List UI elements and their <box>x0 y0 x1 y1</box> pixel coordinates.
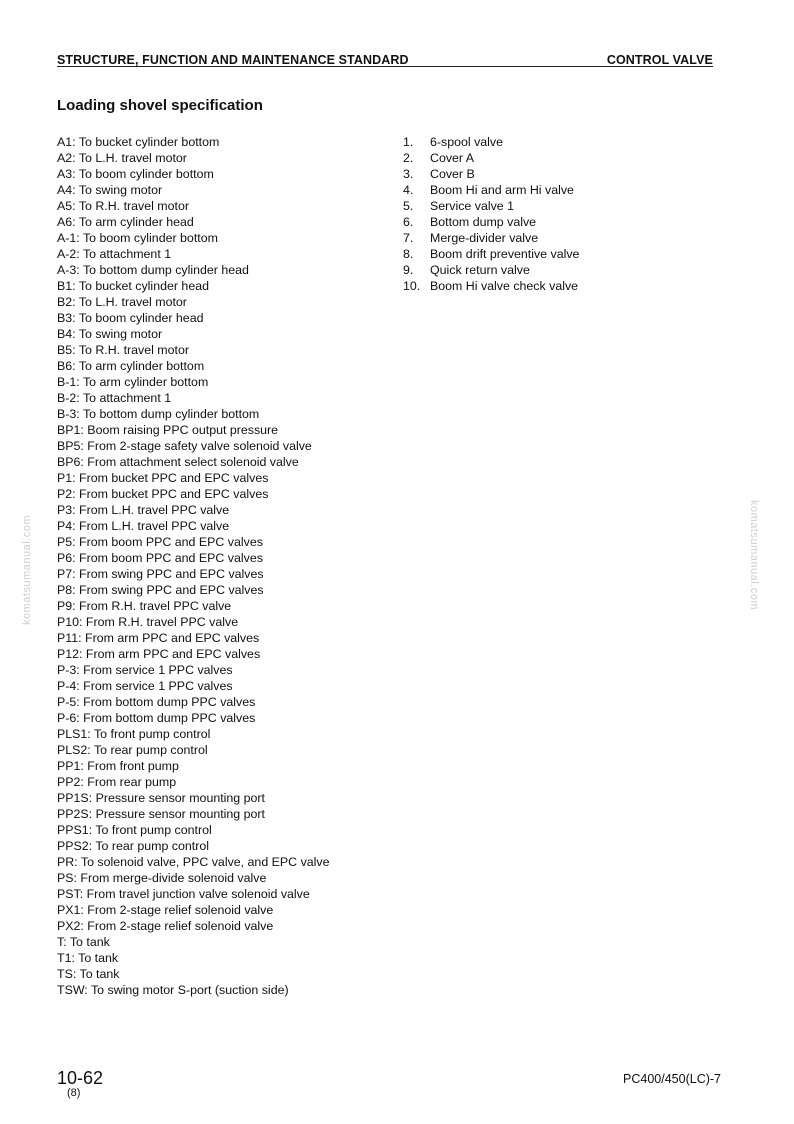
parts-list-item <box>403 134 723 150</box>
parts-list-item <box>403 182 723 198</box>
port-list-item: P1: From bucket PPC and EPC valves <box>57 471 269 485</box>
port-list-item: PX2: From 2-stage relief solenoid valve <box>57 919 274 933</box>
part-label: Bottom dump valve <box>430 215 537 229</box>
model-label: PC400/450(LC)-7 <box>623 1072 721 1086</box>
port-list-item: A4: To swing motor <box>57 183 163 197</box>
watermark-left: komatsumanual.com <box>21 515 33 625</box>
part-number: 10. <box>403 279 421 293</box>
port-list-item: P6: From boom PPC and EPC valves <box>57 551 263 565</box>
port-list-item: BP6: From attachment select solenoid valve <box>57 455 299 469</box>
port-list-item: TSW: To swing motor S-port (suction side) <box>57 983 289 997</box>
port-list-item: PLS1: To front pump control <box>57 727 211 741</box>
port-list-item: A2: To L.H. travel motor <box>57 151 187 165</box>
port-list-item: B5: To R.H. travel motor <box>57 343 189 357</box>
part-number: 9. <box>403 263 414 277</box>
part-label: Quick return valve <box>430 263 530 277</box>
port-list-item: A5: To R.H. travel motor <box>57 199 189 213</box>
part-number: 8. <box>403 247 414 261</box>
parts-list-item <box>403 166 723 182</box>
port-list-item: P4: From L.H. travel PPC valve <box>57 519 230 533</box>
port-list-item: TS: To tank <box>57 967 120 981</box>
port-list-item: P9: From R.H. travel PPC valve <box>57 599 232 613</box>
port-list-item: A6: To arm cylinder head <box>57 215 194 229</box>
part-number: 5. <box>403 199 414 213</box>
part-number: 7. <box>403 231 414 245</box>
part-label: Merge-divider valve <box>430 231 539 245</box>
watermark-right: komatsumanual.com <box>748 500 760 610</box>
part-label: Boom Hi and arm Hi valve <box>430 183 574 197</box>
port-list-item: A-3: To bottom dump cylinder head <box>57 263 249 277</box>
port-list-item: PP2: From rear pump <box>57 775 177 789</box>
port-list-item: B3: To boom cylinder head <box>57 311 204 325</box>
parts-list-item <box>403 230 723 246</box>
parts-list-item <box>403 262 723 278</box>
port-list-item: T1: To tank <box>57 951 119 965</box>
port-list-item: T: To tank <box>57 935 110 949</box>
port-list-item: B1: To bucket cylinder head <box>57 279 209 293</box>
port-list-item: B-3: To bottom dump cylinder bottom <box>57 407 260 421</box>
port-list-item: P-5: From bottom dump PPC valves <box>57 695 256 709</box>
part-label: Cover A <box>430 151 475 165</box>
port-list-item: B-2: To attachment 1 <box>57 391 172 405</box>
port-list-item: P12: From arm PPC and EPC valves <box>57 647 261 661</box>
part-label: Cover B <box>430 167 475 181</box>
part-label: Boom drift preventive valve <box>430 247 580 261</box>
port-list-item: P-4: From service 1 PPC valves <box>57 679 233 693</box>
port-list-item: B6: To arm cylinder bottom <box>57 359 205 373</box>
port-list <box>57 134 387 998</box>
parts-list-item <box>403 278 723 294</box>
port-list-item: P5: From boom PPC and EPC valves <box>57 535 263 549</box>
port-list-item: PR: To solenoid valve, PPC valve, and EPC valve <box>57 855 330 869</box>
port-list-item: A1: To bucket cylinder bottom <box>57 135 220 149</box>
part-number: 2. <box>403 151 414 165</box>
port-list-item: A3: To boom cylinder bottom <box>57 167 214 181</box>
part-label: Service valve 1 <box>430 199 515 213</box>
port-list-item: PP2S: Pressure sensor mounting port <box>57 807 265 821</box>
port-list-item: P-6: From bottom dump PPC valves <box>57 711 256 725</box>
port-list-item: PX1: From 2-stage relief solenoid valve <box>57 903 274 917</box>
port-list-item: P10: From R.H. travel PPC valve <box>57 615 239 629</box>
port-list-item: P8: From swing PPC and EPC valves <box>57 583 264 597</box>
header-divider <box>57 66 713 67</box>
header-chapter-title: CONTROL VALVE <box>606 53 713 67</box>
port-list-item: PS: From merge-divide solenoid valve <box>57 871 267 885</box>
parts-list-item <box>403 150 723 166</box>
page-revision: (8) <box>67 1087 81 1099</box>
part-number: 1. <box>403 135 414 149</box>
parts-list-item <box>403 246 723 262</box>
port-list-item: PST: From travel junction valve solenoid valve <box>57 887 310 901</box>
port-list-item: P11: From arm PPC and EPC valves <box>57 631 260 645</box>
port-list-item: B2: To L.H. travel motor <box>57 295 187 309</box>
page-number: 10-62 <box>57 1068 104 1088</box>
parts-list-item <box>403 214 723 230</box>
port-list-item: A-1: To boom cylinder bottom <box>57 231 218 245</box>
port-list-item: A-2: To attachment 1 <box>57 247 172 261</box>
port-list-item: BP1: Boom raising PPC output pressure <box>57 423 279 437</box>
port-list-item: P3: From L.H. travel PPC valve <box>57 503 230 517</box>
port-list-item: P2: From bucket PPC and EPC valves <box>57 487 269 501</box>
port-list-item: P7: From swing PPC and EPC valves <box>57 567 264 581</box>
port-list-item: PP1S: Pressure sensor mounting port <box>57 791 265 805</box>
part-number: 6. <box>403 215 414 229</box>
port-list-item: PLS2: To rear pump control <box>57 743 208 757</box>
port-list-item: PPS1: To front pump control <box>57 823 212 837</box>
port-list-item: BP5: From 2-stage safety valve solenoid valve <box>57 439 312 453</box>
parts-list <box>403 134 723 294</box>
header-section-title: STRUCTURE, FUNCTION AND MAINTENANCE STANDARD <box>57 53 409 67</box>
port-list-item: PPS2: To rear pump control <box>57 839 209 853</box>
part-number: 4. <box>403 183 414 197</box>
part-label: 6-spool valve <box>430 135 504 149</box>
port-list-item: PP1: From front pump <box>57 759 179 773</box>
section-title: Loading shovel specification <box>57 97 263 114</box>
port-list-item: P-3: From service 1 PPC valves <box>57 663 233 677</box>
page-header <box>57 47 713 67</box>
port-list-item: B-1: To arm cylinder bottom <box>57 375 209 389</box>
parts-list-item <box>403 198 723 214</box>
part-number: 3. <box>403 167 414 181</box>
port-list-item: B4: To swing motor <box>57 327 163 341</box>
part-label: Boom Hi valve check valve <box>430 279 579 293</box>
